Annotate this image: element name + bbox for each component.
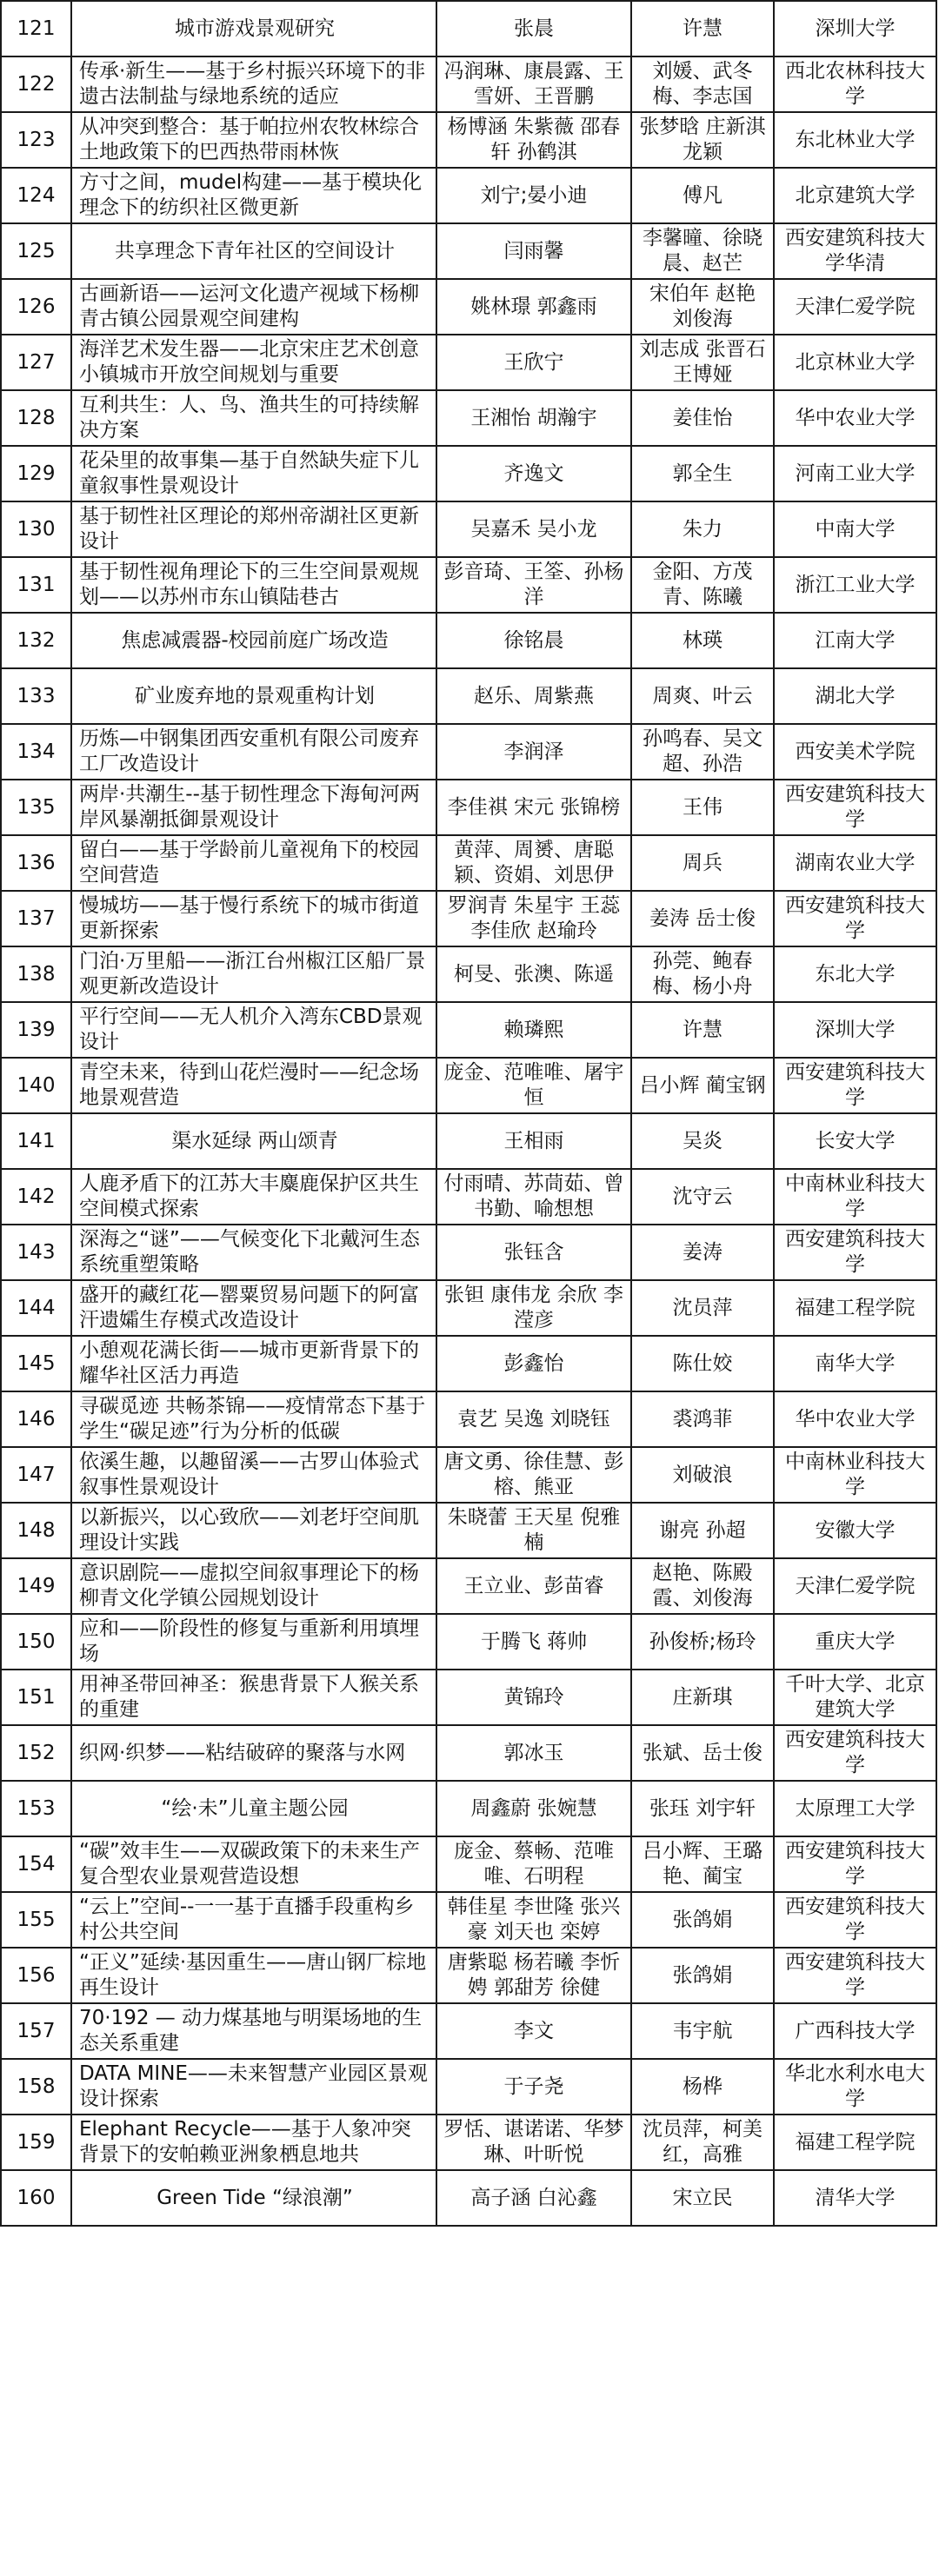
table-row bbox=[1, 891, 936, 946]
project-title: 70·192 — 动力煤基地与明渠场地的生态关系重建 bbox=[71, 2003, 436, 2059]
project-title: 门泊·万里船——浙江台州椒江区船厂景观更新改造设计 bbox=[71, 946, 436, 1002]
table-body bbox=[1, 1, 936, 2226]
school-name: 湖南农业大学 bbox=[774, 835, 936, 891]
project-title: 矿业废弃地的景观重构计划 bbox=[71, 668, 436, 724]
student-names: 于腾飞 蒋帅 bbox=[436, 1614, 631, 1670]
table-row bbox=[1, 112, 936, 168]
table-row bbox=[1, 1169, 936, 1225]
table-row bbox=[1, 1725, 936, 1781]
project-title: “正义”延续·基因重生——唐山钢厂棕地再生设计 bbox=[71, 1948, 436, 2003]
project-title: 青空未来，待到山花烂漫时——纪念场地景观营造 bbox=[71, 1058, 436, 1113]
row-number: 160 bbox=[1, 2170, 71, 2226]
project-title: 传承·新生——基于乡村振兴环境下的非遗古法制盐与绿地系统的适应 bbox=[71, 56, 436, 112]
school-name: 广西科技大学 bbox=[774, 2003, 936, 2059]
advisor-names: 姜涛 岳士俊 bbox=[631, 891, 774, 946]
advisor-names: 许慧 bbox=[631, 1, 774, 56]
table-row bbox=[1, 1225, 936, 1280]
school-name: 长安大学 bbox=[774, 1113, 936, 1169]
row-number: 122 bbox=[1, 56, 71, 112]
student-names: 李润泽 bbox=[436, 724, 631, 780]
student-names: 黄锦玲 bbox=[436, 1670, 631, 1725]
table-row bbox=[1, 1892, 936, 1948]
school-name: 西安建筑科技大学 bbox=[774, 1948, 936, 2003]
school-name: 福建工程学院 bbox=[774, 1280, 936, 1336]
row-number: 143 bbox=[1, 1225, 71, 1280]
row-number: 121 bbox=[1, 1, 71, 56]
project-title: 共享理念下青年社区的空间设计 bbox=[71, 223, 436, 279]
project-title: 盛开的藏红花—罂粟贸易问题下的阿富汗遗孀生存模式改造设计 bbox=[71, 1280, 436, 1336]
table-row bbox=[1, 168, 936, 223]
school-name: 太原理工大学 bbox=[774, 1781, 936, 1836]
advisor-names: 宋伯年 赵艳 刘俊海 bbox=[631, 279, 774, 335]
row-number: 139 bbox=[1, 1002, 71, 1058]
student-names: 柯旻、张澳、陈遥 bbox=[436, 946, 631, 1002]
table-row bbox=[1, 1836, 936, 1892]
student-names: 李文 bbox=[436, 2003, 631, 2059]
school-name: 河南工业大学 bbox=[774, 446, 936, 501]
advisor-names: 郭全生 bbox=[631, 446, 774, 501]
row-number: 127 bbox=[1, 335, 71, 390]
project-title: 寻碳觅迹 共畅茶锦——疫情常态下基于学生“碳足迹”行为分析的低碳 bbox=[71, 1391, 436, 1447]
table-row bbox=[1, 2059, 936, 2115]
row-number: 157 bbox=[1, 2003, 71, 2059]
row-number: 153 bbox=[1, 1781, 71, 1836]
row-number: 147 bbox=[1, 1447, 71, 1503]
table-row bbox=[1, 2170, 936, 2226]
project-title: 方寸之间，mudel构建——基于模块化理念下的纺织社区微更新 bbox=[71, 168, 436, 223]
student-names: 张晨 bbox=[436, 1, 631, 56]
table-row bbox=[1, 724, 936, 780]
project-title: 意识剧院——虚拟空间叙事理论下的杨柳青文化学镇公园规划设计 bbox=[71, 1558, 436, 1614]
student-names: 袁艺 吴逸 刘晓钰 bbox=[436, 1391, 631, 1447]
advisor-names: 裘鸿菲 bbox=[631, 1391, 774, 1447]
row-number: 145 bbox=[1, 1336, 71, 1391]
advisor-names: 沈员萍，柯美红，高雅 bbox=[631, 2115, 774, 2170]
school-name: 清华大学 bbox=[774, 2170, 936, 2226]
row-number: 134 bbox=[1, 724, 71, 780]
student-names: 王欣宁 bbox=[436, 335, 631, 390]
project-title: 以新振兴，以心致欣——刘老圩空间肌理设计实践 bbox=[71, 1503, 436, 1558]
row-number: 128 bbox=[1, 390, 71, 446]
student-names: 庞金、范唯唯、屠宇恒 bbox=[436, 1058, 631, 1113]
school-name: 西安建筑科技大学 bbox=[774, 1058, 936, 1113]
table-row bbox=[1, 1503, 936, 1558]
advisor-names: 沈守云 bbox=[631, 1169, 774, 1225]
project-title: “云上”空间--一一基于直播手段重构乡村公共空间 bbox=[71, 1892, 436, 1948]
project-title: 人鹿矛盾下的江苏大丰麋鹿保护区共生空间模式探索 bbox=[71, 1169, 436, 1225]
student-names: 朱晓蕾 王天星 倪雅楠 bbox=[436, 1503, 631, 1558]
advisor-names: 林瑛 bbox=[631, 613, 774, 668]
table-row bbox=[1, 2003, 936, 2059]
project-title: Elephant Recycle——基于人象冲突背景下的安帕赖亚洲象栖息地共 bbox=[71, 2115, 436, 2170]
advisor-names: 孙鸣春、吴文超、孙浩 bbox=[631, 724, 774, 780]
row-number: 124 bbox=[1, 168, 71, 223]
table-row bbox=[1, 390, 936, 446]
advisor-names: 张梦晗 庄新淇 龙颖 bbox=[631, 112, 774, 168]
project-title: 基于韧性视角理论下的三生空间景观规划——以苏州市东山镇陆巷古 bbox=[71, 557, 436, 613]
student-names: 王湘怡 胡瀚宇 bbox=[436, 390, 631, 446]
school-name: 天津仁爱学院 bbox=[774, 1558, 936, 1614]
table-row bbox=[1, 780, 936, 835]
advisor-names: 谢亮 孙超 bbox=[631, 1503, 774, 1558]
row-number: 131 bbox=[1, 557, 71, 613]
school-name: 湖北大学 bbox=[774, 668, 936, 724]
student-names: 赵乐、周紫燕 bbox=[436, 668, 631, 724]
project-title: 渠水延绿 两山颂青 bbox=[71, 1113, 436, 1169]
student-names: 庞金、蔡畅、范唯唯、石明程 bbox=[436, 1836, 631, 1892]
student-names: 彭音琦、王筌、孙杨洋 bbox=[436, 557, 631, 613]
school-name: 西安建筑科技大学 bbox=[774, 1225, 936, 1280]
student-names: 彭鑫怡 bbox=[436, 1336, 631, 1391]
advisor-names: 王伟 bbox=[631, 780, 774, 835]
table-row bbox=[1, 613, 936, 668]
advisor-names: 张鸽娟 bbox=[631, 1948, 774, 2003]
school-name: 中南大学 bbox=[774, 501, 936, 557]
table-row bbox=[1, 1391, 936, 1447]
project-title: 深海之“谜”——气候变化下北戴河生态系统重塑策略 bbox=[71, 1225, 436, 1280]
school-name: 西安建筑科技大学 bbox=[774, 1725, 936, 1781]
row-number: 138 bbox=[1, 946, 71, 1002]
table-row bbox=[1, 279, 936, 335]
student-names: 赖璘熙 bbox=[436, 1002, 631, 1058]
row-number: 126 bbox=[1, 279, 71, 335]
advisor-names: 吴炎 bbox=[631, 1113, 774, 1169]
table-row bbox=[1, 1781, 936, 1836]
school-name: 安徽大学 bbox=[774, 1503, 936, 1558]
school-name: 中南林业科技大学 bbox=[774, 1447, 936, 1503]
row-number: 132 bbox=[1, 613, 71, 668]
student-names: 唐文勇、徐佳慧、彭榕、熊亚 bbox=[436, 1447, 631, 1503]
project-title: 城市游戏景观研究 bbox=[71, 1, 436, 56]
project-title: 从冲突到整合：基于帕拉州农牧林综合土地政策下的巴西热带雨林恢 bbox=[71, 112, 436, 168]
table-row bbox=[1, 223, 936, 279]
row-number: 146 bbox=[1, 1391, 71, 1447]
advisor-names: 李馨曈、徐晓晨、赵芒 bbox=[631, 223, 774, 279]
project-title: DATA MINE——未来智慧产业园区景观设计探索 bbox=[71, 2059, 436, 2115]
student-names: 于子尧 bbox=[436, 2059, 631, 2115]
advisor-names: 刘志成 张晋石 王博娅 bbox=[631, 335, 774, 390]
advisor-names: 周爽、叶云 bbox=[631, 668, 774, 724]
school-name: 西安美术学院 bbox=[774, 724, 936, 780]
student-names: 付雨晴、苏茼茹、曾书勤、喻想想 bbox=[436, 1169, 631, 1225]
student-names: 李佳祺 宋元 张锦榜 bbox=[436, 780, 631, 835]
row-number: 141 bbox=[1, 1113, 71, 1169]
school-name: 中南林业科技大学 bbox=[774, 1169, 936, 1225]
row-number: 152 bbox=[1, 1725, 71, 1781]
project-title: 依溪生趣，以趣留溪——古罗山体验式叙事性景观设计 bbox=[71, 1447, 436, 1503]
table-row bbox=[1, 501, 936, 557]
advisor-names: 韦宇航 bbox=[631, 2003, 774, 2059]
project-title: 两岸·共潮生--基于韧性理念下海甸河两岸风暴潮抵御景观设计 bbox=[71, 780, 436, 835]
row-number: 136 bbox=[1, 835, 71, 891]
school-name: 东北大学 bbox=[774, 946, 936, 1002]
school-name: 华中农业大学 bbox=[774, 1391, 936, 1447]
advisor-names: 吕小辉 蔺宝钢 bbox=[631, 1058, 774, 1113]
student-names: 冯润琳、康晨露、王雪妍、王晋鹏 bbox=[436, 56, 631, 112]
school-name: 福建工程学院 bbox=[774, 2115, 936, 2170]
project-title: 焦虑减震器-校园前庭广场改造 bbox=[71, 613, 436, 668]
row-number: 133 bbox=[1, 668, 71, 724]
row-number: 144 bbox=[1, 1280, 71, 1336]
project-title: 应和——阶段性的修复与重新利用填埋场 bbox=[71, 1614, 436, 1670]
student-names: 罗润青 朱星宇 王蕊 李佳欣 赵瑜玲 bbox=[436, 891, 631, 946]
advisor-names: 杨桦 bbox=[631, 2059, 774, 2115]
row-number: 125 bbox=[1, 223, 71, 279]
project-title: “碳”效丰生——双碳政策下的未来生产复合型农业景观营造设想 bbox=[71, 1836, 436, 1892]
row-number: 156 bbox=[1, 1948, 71, 2003]
advisor-names: 傅凡 bbox=[631, 168, 774, 223]
school-name: 北京林业大学 bbox=[774, 335, 936, 390]
advisor-names: 陈仕姣 bbox=[631, 1336, 774, 1391]
advisor-names: 孙俊桥;杨玲 bbox=[631, 1614, 774, 1670]
student-names: 吴嘉禾 吴小龙 bbox=[436, 501, 631, 557]
project-title: 小憩观花满长街——城市更新背景下的耀华社区活力再造 bbox=[71, 1336, 436, 1391]
table-row bbox=[1, 446, 936, 501]
project-title: 基于韧性社区理论的郑州帝湖社区更新设计 bbox=[71, 501, 436, 557]
student-names: 杨博涵 朱紫薇 邵春轩 孙鹤淇 bbox=[436, 112, 631, 168]
student-names: 张钽 康伟龙 余欣 李滢彦 bbox=[436, 1280, 631, 1336]
advisor-names: 姜涛 bbox=[631, 1225, 774, 1280]
project-title: 用神圣带回神圣：猴患背景下人猴关系的重建 bbox=[71, 1670, 436, 1725]
advisor-names: 朱力 bbox=[631, 501, 774, 557]
school-name: 东北林业大学 bbox=[774, 112, 936, 168]
school-name: 西安建筑科技大学 bbox=[774, 780, 936, 835]
school-name: 千叶大学、北京建筑大学 bbox=[774, 1670, 936, 1725]
advisor-names: 沈员萍 bbox=[631, 1280, 774, 1336]
advisor-names: 刘媛、武冬梅、李志国 bbox=[631, 56, 774, 112]
student-names: 唐紫聪 杨若曦 李忻娉 郭甜芳 徐健 bbox=[436, 1948, 631, 2003]
project-title: 平行空间——无人机介入湾东CBD景观设计 bbox=[71, 1002, 436, 1058]
school-name: 深圳大学 bbox=[774, 1, 936, 56]
table-row bbox=[1, 1058, 936, 1113]
table-row bbox=[1, 1670, 936, 1725]
table-row bbox=[1, 1948, 936, 2003]
school-name: 西安建筑科技大学 bbox=[774, 1836, 936, 1892]
table-row bbox=[1, 1002, 936, 1058]
table-row bbox=[1, 335, 936, 390]
student-names: 齐逸文 bbox=[436, 446, 631, 501]
table-row bbox=[1, 1447, 936, 1503]
table-row bbox=[1, 835, 936, 891]
advisor-names: 张珏 刘宇轩 bbox=[631, 1781, 774, 1836]
advisor-names: 张鸽娟 bbox=[631, 1892, 774, 1948]
advisor-names: 吕小辉、王璐艳、蔺宝 bbox=[631, 1836, 774, 1892]
advisor-names: 庄新琪 bbox=[631, 1670, 774, 1725]
project-title: 古画新语——运河文化遗产视域下杨柳青古镇公园景观空间建构 bbox=[71, 279, 436, 335]
project-title: 历炼—中钢集团西安重机有限公司废弃工厂改造设计 bbox=[71, 724, 436, 780]
advisor-names: 孙莞、鲍春梅、杨小舟 bbox=[631, 946, 774, 1002]
project-title: “绘·未”儿童主题公园 bbox=[71, 1781, 436, 1836]
project-title: 海洋艺术发生器——北京宋庄艺术创意小镇城市开放空间规划与重要 bbox=[71, 335, 436, 390]
row-number: 151 bbox=[1, 1670, 71, 1725]
school-name: 江南大学 bbox=[774, 613, 936, 668]
row-number: 158 bbox=[1, 2059, 71, 2115]
project-title: Green Tide “绿浪潮” bbox=[71, 2170, 436, 2226]
row-number: 154 bbox=[1, 1836, 71, 1892]
row-number: 155 bbox=[1, 1892, 71, 1948]
student-names: 姚林璟 郭鑫雨 bbox=[436, 279, 631, 335]
school-name: 南华大学 bbox=[774, 1336, 936, 1391]
table-row bbox=[1, 557, 936, 613]
school-name: 华中农业大学 bbox=[774, 390, 936, 446]
row-number: 123 bbox=[1, 112, 71, 168]
row-number: 159 bbox=[1, 2115, 71, 2170]
row-number: 129 bbox=[1, 446, 71, 501]
school-name: 西北农林科技大学 bbox=[774, 56, 936, 112]
table-row bbox=[1, 1558, 936, 1614]
table-row bbox=[1, 1113, 936, 1169]
project-title: 留白——基于学龄前儿童视角下的校园空间营造 bbox=[71, 835, 436, 891]
student-names: 张钰含 bbox=[436, 1225, 631, 1280]
project-title: 花朵里的故事集—基于自然缺失症下儿童叙事性景观设计 bbox=[71, 446, 436, 501]
school-name: 深圳大学 bbox=[774, 1002, 936, 1058]
student-names: 刘宁;晏小迪 bbox=[436, 168, 631, 223]
row-number: 137 bbox=[1, 891, 71, 946]
row-number: 148 bbox=[1, 1503, 71, 1558]
table-row bbox=[1, 1336, 936, 1391]
advisor-names: 金阳、方茂青、陈曦 bbox=[631, 557, 774, 613]
table-row bbox=[1, 1614, 936, 1670]
school-name: 西安建筑科技大学 bbox=[774, 1892, 936, 1948]
student-names: 王相雨 bbox=[436, 1113, 631, 1169]
school-name: 浙江工业大学 bbox=[774, 557, 936, 613]
advisor-names: 周兵 bbox=[631, 835, 774, 891]
table-row bbox=[1, 1280, 936, 1336]
advisor-names: 宋立民 bbox=[631, 2170, 774, 2226]
table-row bbox=[1, 56, 936, 112]
row-number: 149 bbox=[1, 1558, 71, 1614]
table-row bbox=[1, 1, 936, 56]
row-number: 142 bbox=[1, 1169, 71, 1225]
project-title: 慢城坊——基于慢行系统下的城市街道更新探索 bbox=[71, 891, 436, 946]
school-name: 西安建筑科技大学 bbox=[774, 891, 936, 946]
student-names: 王立业、彭苗睿 bbox=[436, 1558, 631, 1614]
table-row bbox=[1, 668, 936, 724]
school-name: 重庆大学 bbox=[774, 1614, 936, 1670]
student-names: 徐铭晨 bbox=[436, 613, 631, 668]
school-name: 天津仁爱学院 bbox=[774, 279, 936, 335]
project-title: 织网·织梦——粘结破碎的聚落与水网 bbox=[71, 1725, 436, 1781]
student-names: 韩佳星 李世隆 张兴豪 刘天也 栾婷 bbox=[436, 1892, 631, 1948]
row-number: 140 bbox=[1, 1058, 71, 1113]
student-names: 郭冰玉 bbox=[436, 1725, 631, 1781]
advisor-names: 赵艳、陈殿霞、刘俊海 bbox=[631, 1558, 774, 1614]
student-names: 高子涵 白沁鑫 bbox=[436, 2170, 631, 2226]
student-names: 周鑫蔚 张婉慧 bbox=[436, 1781, 631, 1836]
advisor-names: 许慧 bbox=[631, 1002, 774, 1058]
table-row bbox=[1, 946, 936, 1002]
project-title: 互利共生：人、鸟、渔共生的可持续解决方案 bbox=[71, 390, 436, 446]
school-name: 西安建筑科技大学华清 bbox=[774, 223, 936, 279]
table-row bbox=[1, 2115, 936, 2170]
row-number: 130 bbox=[1, 501, 71, 557]
advisor-names: 姜佳怡 bbox=[631, 390, 774, 446]
school-name: 华北水利水电大学 bbox=[774, 2059, 936, 2115]
student-names: 黄萍、周赟、唐聪颖、资娟、刘思伊 bbox=[436, 835, 631, 891]
row-number: 135 bbox=[1, 780, 71, 835]
school-name: 北京建筑大学 bbox=[774, 168, 936, 223]
row-number: 150 bbox=[1, 1614, 71, 1670]
advisor-names: 刘破浪 bbox=[631, 1447, 774, 1503]
advisor-names: 张斌、岳士俊 bbox=[631, 1725, 774, 1781]
student-names: 闫雨馨 bbox=[436, 223, 631, 279]
student-names: 罗恬、谌诺诺、华梦琳、叶昕悦 bbox=[436, 2115, 631, 2170]
